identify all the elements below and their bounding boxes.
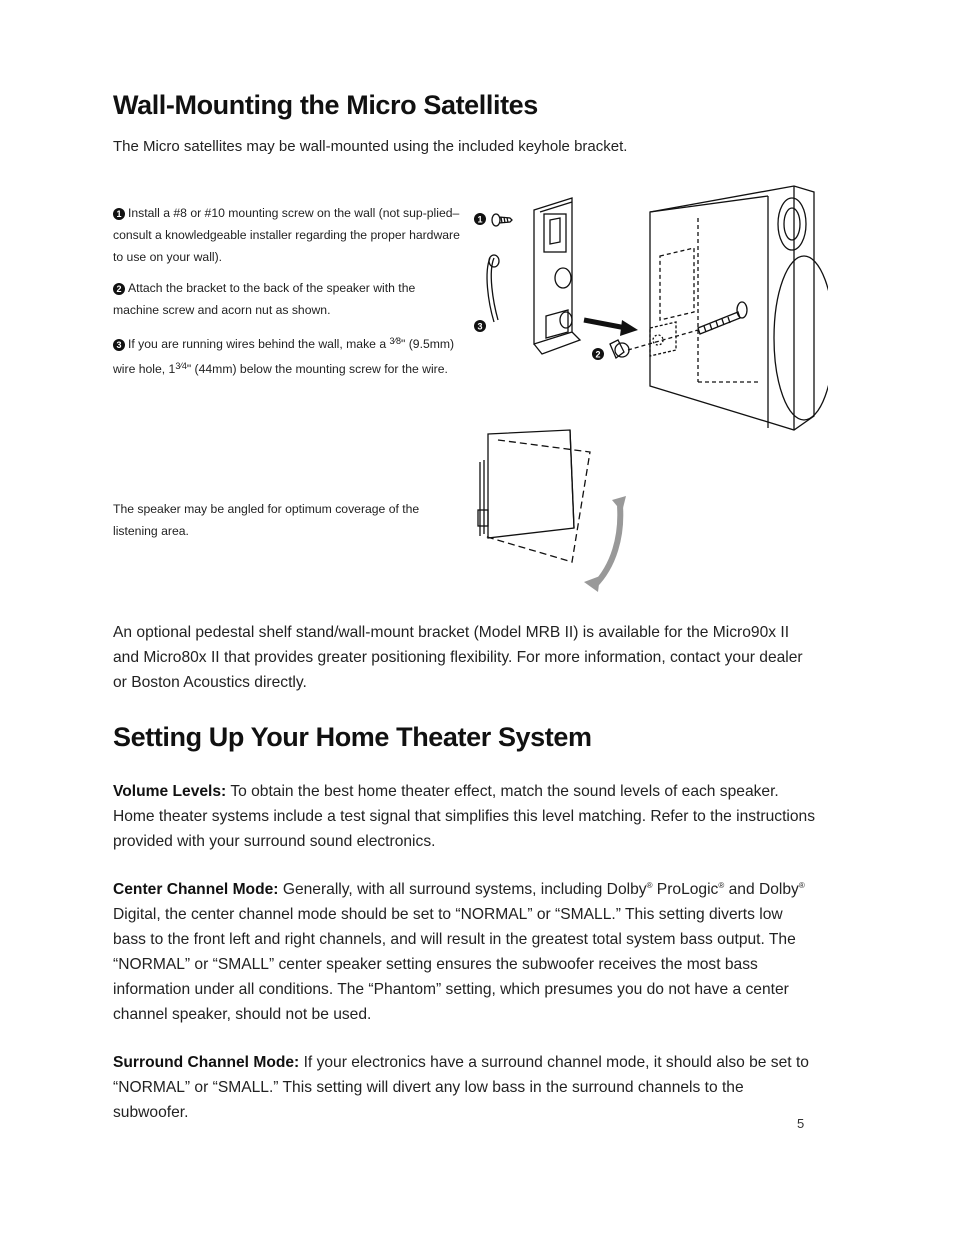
- volume-levels-text: To obtain the best home theater effect, match the sound levels of each speaker. Home theater systems include a test signal that simplifies this level matching. Refer to the instructions provided with your surround sound electronics.: [113, 783, 816, 850]
- volume-levels-lead: Volume Levels:: [113, 783, 227, 800]
- center-channel-paragraph: [113, 877, 818, 1027]
- wall-line: [480, 460, 484, 536]
- angle-diagram: [474, 426, 644, 596]
- callout-2: [592, 348, 604, 360]
- center-channel-text: Digital, the center channel mode should be set to “NORMAL” or “SMALL.” This setting diverts low bass to the front left and right channels, and will result in the greatest total system bass output. The “NORMAL” or “SMALL” center speaker setting ensures the subwoofer receives the most bass information under all conditions. The “Phantom” setting, which presumes you do not have a center channel speaker, should not be used.: [113, 906, 796, 1023]
- svg-text:2: 2: [595, 349, 601, 360]
- machine-screw: [628, 302, 747, 350]
- svg-text:1: 1: [477, 214, 483, 225]
- section-intro: The Micro satellites may be wall-mounted using the included keyhole bracket.: [113, 138, 628, 155]
- bracket-plate: [650, 322, 676, 356]
- surround-channel-text: If your electronics have a surround channel mode, it should also be set to “NORMAL” or “SMALL.” This setting will divert any low bass in the surround channels to the subwoofer.: [113, 1054, 809, 1121]
- center-channel-lead: Center Channel Mode:: [113, 881, 279, 898]
- step-text: " (44mm) below the mounting screw for the wire.: [186, 362, 448, 376]
- step-1: [113, 202, 463, 268]
- step-text: Install a #8 or #10 mounting screw on the wall (not sup-plied–consult a knowledgeable installer regarding the proper hardware to use on your wall).: [113, 206, 460, 264]
- fraction: 3⁄8: [389, 336, 402, 346]
- callout-1: [474, 213, 486, 225]
- page-number: 5: [797, 1116, 805, 1131]
- registered-mark: ®: [718, 881, 725, 890]
- center-channel-text: and Dolby: [724, 881, 799, 898]
- svg-text:3: 3: [477, 321, 483, 332]
- step-text: Attach the bracket to the back of the speaker with the machine screw and acorn nut as shown.: [113, 281, 416, 317]
- step-3: [113, 330, 461, 380]
- wire: [487, 258, 498, 322]
- center-channel-text: ProLogic: [652, 881, 719, 898]
- step-2: [113, 277, 463, 321]
- mounting-diagram: [468, 182, 828, 432]
- section-title-home-theater: Setting Up Your Home Theater System: [113, 722, 592, 752]
- acorn-nut: [610, 340, 629, 358]
- surround-channel-paragraph: [113, 1050, 818, 1125]
- wire-hole: [489, 255, 499, 267]
- step-text: If you are running wires behind the wall, make a: [128, 337, 390, 351]
- speaker-cabinet: [650, 186, 828, 430]
- volume-levels-paragraph: [113, 779, 818, 854]
- registered-mark: ®: [646, 881, 653, 890]
- direction-arrow: [584, 320, 638, 336]
- surround-channel-lead: Surround Channel Mode:: [113, 1054, 300, 1071]
- wall-screw: [492, 214, 512, 226]
- registered-mark: ®: [798, 881, 805, 890]
- fraction: 3⁄4: [175, 361, 187, 371]
- callout-3: [474, 320, 486, 332]
- optional-bracket-paragraph: An optional pedestal shelf stand/wall-mount bracket (Model MRB II) is available for the Micro90x II and Micro80x II that provides greater positioning flexibility. For more information, contact your dealer or Boston Acoustics directly.: [113, 624, 803, 691]
- rotation-arrow-icon: [584, 496, 626, 592]
- step-number-badge: 3: [113, 339, 125, 351]
- step-number-badge: 2: [113, 283, 125, 295]
- center-channel-text: Generally, with all surround systems, including Dolby: [282, 881, 647, 898]
- step-text: " (9.5mm) wire hole, 1: [113, 337, 455, 376]
- tilted-speaker-outline: [484, 440, 590, 562]
- speaker-outline: [488, 430, 574, 538]
- section-title-wall-mounting: Wall-Mounting the Micro Satellites: [113, 90, 538, 120]
- angle-caption: The speaker may be angled for optimum coverage of the listening area.: [113, 502, 420, 538]
- keyhole-bracket: [534, 198, 580, 354]
- step-number-badge: 1: [113, 208, 125, 220]
